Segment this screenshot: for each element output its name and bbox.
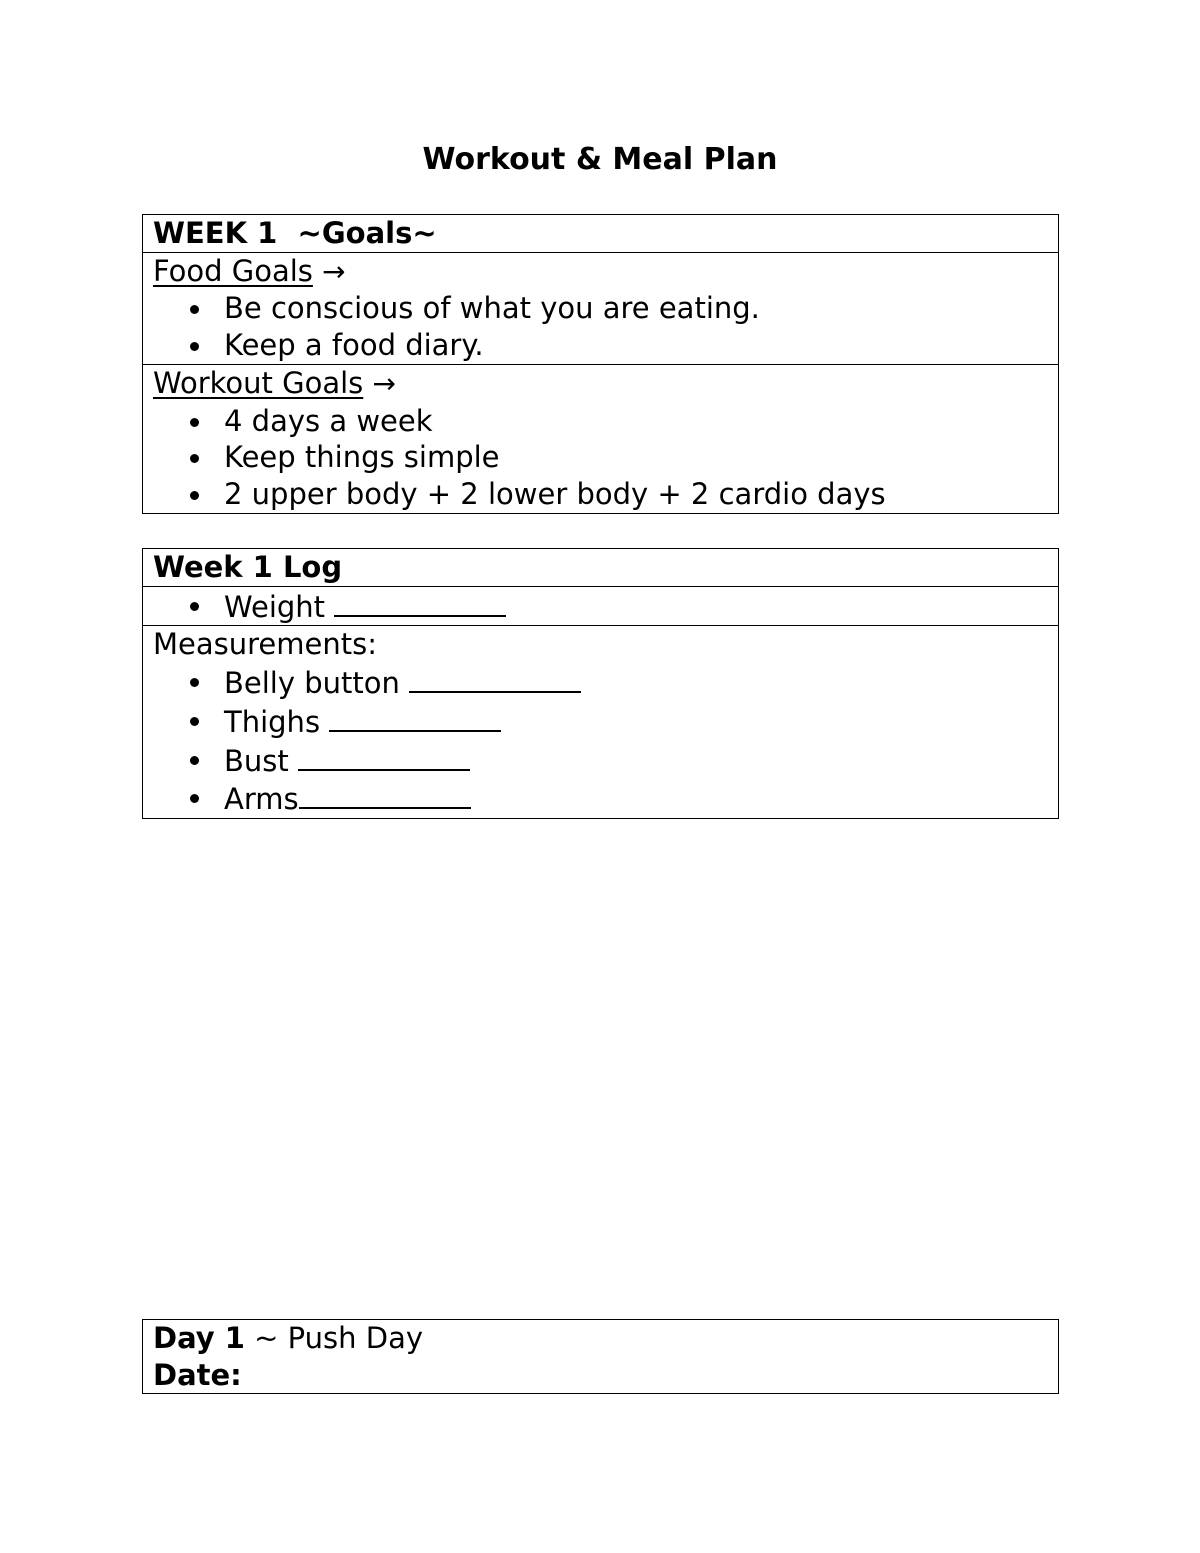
measurement-label: Bust — [224, 743, 298, 778]
measurement-blank[interactable] — [409, 663, 581, 693]
food-goal-item: Be conscious of what you are eating. — [153, 290, 1058, 327]
workout-goal-item: 4 days a week — [153, 403, 1058, 440]
food-goals-heading — [153, 253, 1058, 291]
date-label: Date: — [153, 1357, 242, 1392]
weight-blank[interactable] — [334, 587, 506, 617]
measurements-row — [143, 625, 1058, 818]
workout-goals-label: Workout Goals — [153, 365, 364, 400]
goals-header-row — [143, 215, 1058, 252]
arrow-right-icon: → — [322, 254, 346, 288]
goals-header: WEEK 1 ~Goals~ — [153, 216, 437, 250]
log-header-row — [143, 549, 1058, 586]
measurement-item — [153, 779, 1058, 818]
food-goals-label: Food Goals — [153, 253, 313, 288]
measurement-item — [153, 741, 1058, 780]
workout-goals-row — [143, 364, 1058, 513]
weight-label: Weight — [224, 589, 335, 624]
food-goals-row — [143, 252, 1058, 364]
week-goals-table — [142, 214, 1059, 514]
measurement-blank[interactable] — [329, 702, 501, 732]
measurement-blank[interactable] — [299, 779, 471, 809]
measurement-label: Thighs — [224, 704, 330, 739]
week-log-table — [142, 548, 1059, 819]
day-number: Day 1 — [153, 1321, 245, 1355]
measurements-label: Measurements: — [153, 627, 377, 662]
weight-row — [143, 586, 1058, 626]
workout-goals-heading — [153, 365, 1058, 403]
day-type: ~ Push Day — [244, 1321, 424, 1355]
day-table — [142, 1319, 1059, 1394]
weight-item — [153, 587, 1058, 626]
log-header: Week 1 Log — [153, 550, 343, 584]
page-title: Workout & Meal Plan — [422, 142, 778, 177]
arrow-right-icon: → — [372, 366, 396, 400]
measurement-item — [153, 702, 1058, 741]
measurement-label: Arms — [224, 782, 299, 817]
measurement-item — [153, 663, 1058, 702]
food-goal-item: Keep a food diary. — [153, 327, 1058, 364]
workout-goal-item: Keep things simple — [153, 439, 1058, 476]
day-heading — [153, 1320, 1058, 1357]
measurement-blank[interactable] — [298, 741, 470, 771]
workout-goal-item: 2 upper body + 2 lower body + 2 cardio days — [153, 476, 1058, 513]
measurement-label: Belly button — [224, 666, 410, 701]
day-row — [143, 1320, 1058, 1393]
